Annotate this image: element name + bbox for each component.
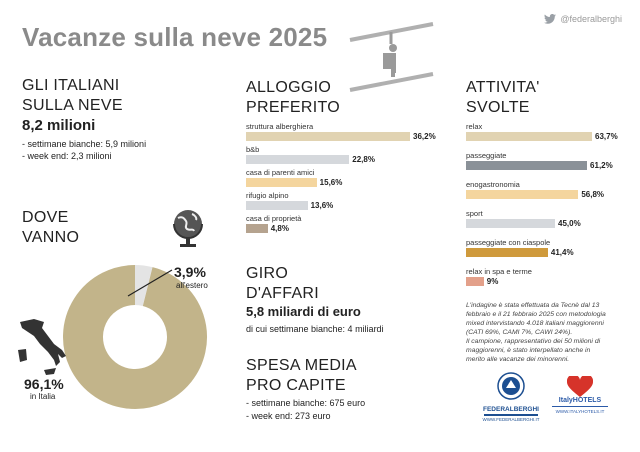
attivita-heading-line1: ATTIVITA' [466,79,540,96]
attivita-value-label: 63,7% [595,132,618,141]
attivita-value-label: 61,2% [590,161,613,170]
alloggio-value-label: 4,8% [270,224,289,233]
alloggio-bar [246,132,410,141]
attivita-bar [466,132,592,141]
italia-label: in Italia [30,392,56,401]
note-line: L'indagine è stata effettuata da Tecnè dal 13 [466,302,600,309]
giro-heading-line2: D'AFFARI [246,285,320,302]
alloggio-category-label: casa di parenti amici [246,168,315,177]
italyhotels-logo[interactable] [548,376,612,414]
alloggio-row [246,189,442,212]
italiani-total: 8,2 milioni [22,117,96,134]
estero-value: 3,9% [174,264,206,280]
alloggio-row [246,212,442,235]
alloggio-bar [246,201,308,210]
attivita-category-label: relax [466,122,483,131]
italiani-detail-1: - settimane bianche: 5,9 milioni [22,139,147,149]
attivita-category-label: passeggiate [466,151,507,160]
attivita-bar [466,219,555,228]
note-line: merito alle vacanze dei minorenni. [466,356,570,363]
twitter-bird-icon [544,14,556,24]
giro-total: 5,8 miliardi di euro [246,304,361,319]
note-line: (CATI 69%, CAMI 7%, CAWI 24%). [466,329,573,336]
attivita-bar [466,161,587,170]
estero-leader-line [120,262,180,302]
alloggio-bar [246,224,268,233]
alloggio-category-label: casa di proprietà [246,214,302,223]
attivita-category-label: enogastronomia [466,180,520,189]
survey-note [466,301,634,364]
italyhotels-heart-icon [567,376,593,398]
spesa-heading-line1: SPESA MEDIA [246,357,357,374]
alloggio-category-label: rifugio alpino [246,191,289,200]
federalberghi-url: WWW.FEDERALBERGHI.IT [482,417,540,422]
giro-detail: di cui settimane bianche: 4 miliardi [246,324,384,334]
ski-lift-icon [345,22,440,92]
attivita-row [466,207,628,236]
attivita-category-label: sport [466,209,483,218]
page-title: Vacanze sulla neve 2025 [22,22,328,52]
federalberghi-name: FEDERALBERGHI [483,406,539,413]
italyhotels-url: WWW.ITALYHOTELS.IT [555,409,605,414]
alloggio-category-label: struttura alberghiera [246,122,314,131]
alloggio-heading-line1: ALLOGGIO [246,79,332,96]
italia-value: 96,1% [24,376,64,392]
italiani-heading-line1: GLI ITALIANI [22,77,120,94]
attivita-value-label: 45,0% [558,219,581,228]
alloggio-category-label: b&b [246,145,260,154]
italyhotels-name: ItalyHOTELS [558,397,602,404]
attivita-value-label: 9% [486,277,499,286]
spesa-heading-line2: PRO CAPITE [246,377,346,394]
dove-heading-line1: DOVE [22,209,69,226]
alloggio-value-label: 36,2% [413,132,436,141]
alloggio-bar-chart [246,120,442,240]
attivita-bar-chart [466,120,628,290]
alloggio-row [246,166,442,189]
alloggio-value-label: 13,6% [310,201,334,210]
spesa-detail-2: - week end: 273 euro [246,411,331,421]
attivita-row [466,149,628,178]
attivita-heading-line2: SVOLTE [466,99,530,116]
estero-label: all'estero [176,281,208,290]
alloggio-bar [246,155,349,164]
giro-heading-line1: GIRO [246,265,289,282]
alloggio-row [246,120,442,143]
italiani-detail-2: - week end: 2,3 milioni [22,151,112,161]
attivita-row [466,178,628,207]
attivita-row [466,265,628,294]
attivita-value-label: 56,8% [581,190,605,199]
note-line: maggiorenni, è stato interpellato anche in [466,347,591,354]
attivita-row [466,120,628,149]
attivita-row [466,236,628,265]
attivita-category-label: passeggiate con ciaspole [466,238,551,247]
attivita-bar [466,190,578,199]
italiani-heading-line2: SULLA NEVE [22,97,123,114]
italy-map-icon [14,316,72,380]
note-line: febbraio e il 21 febbraio 2025 con metodologia [466,311,606,318]
attivita-bar [466,277,484,286]
dove-heading-line2: VANNO [22,229,80,246]
alloggio-value-label: 22,8% [352,155,375,164]
note-line: mixed intervistando 4.018 italiani maggiorenni [466,320,604,327]
attivita-bar [466,248,548,257]
note-line: Il campione, rappresentativo dei 50 milioni di [466,338,601,345]
federalberghi-logo[interactable] [480,372,542,422]
attivita-value-label: 41,4% [550,248,574,257]
alloggio-row [246,143,442,166]
alloggio-value-label: 15,6% [319,178,343,187]
twitter-handle-text: @federalberghi [560,14,622,24]
alloggio-heading-line2: PREFERITO [246,99,340,116]
twitter-handle[interactable] [544,14,622,24]
globe-icon [168,206,208,250]
attivita-category-label: relax in spa e terme [466,267,532,276]
spesa-detail-1: - settimane bianche: 675 euro [246,398,366,408]
alloggio-bar [246,178,317,187]
federalberghi-emblem-icon [497,372,525,400]
